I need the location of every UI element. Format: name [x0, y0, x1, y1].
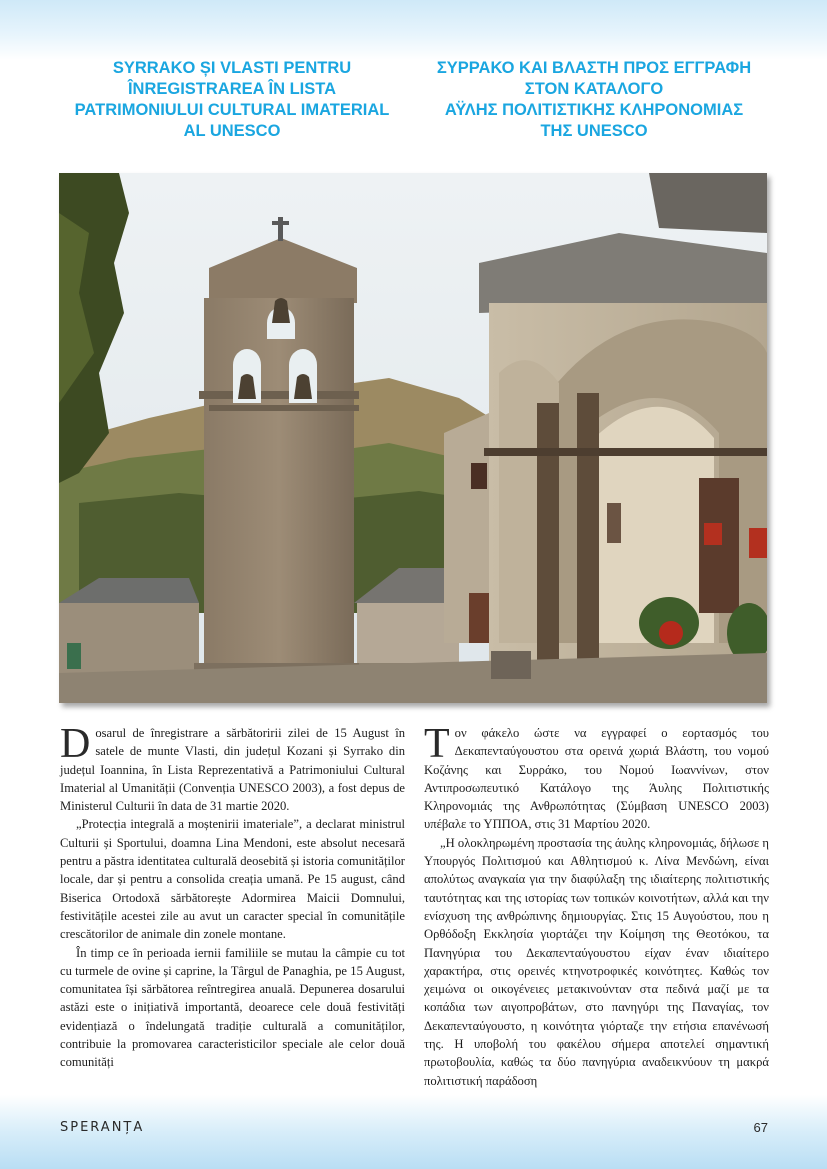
- romanian-paragraph-2: „Protecția integrală a moștenirii imateriale”, a declarat ministrul Culturii și Sportului, doamna Lina Mendoni, este absolut necesară pentru a păstra identitatea culturală deosebită și istoria comunităților locale, dar și pentru a consolida creația umană. Pe 15 august, când Biserica Ortodoxă sărbătorește Adormirea Maicii Domnului, festivitățile acestei zile au avut un caracter special în comunitățile crescătorilor de animale din zonele montane.: [60, 817, 405, 942]
- title-romanian-line-4: AL UNESCO: [183, 122, 281, 140]
- greek-dropcap: Τ: [424, 721, 450, 767]
- page-number: 67: [753, 1120, 768, 1135]
- title-romanian-line-3: PATRIMONIULUI CULTURAL IMATERIAL: [74, 101, 390, 119]
- romanian-article-column: [60, 721, 405, 1072]
- greek-paragraph-2: „Η ολοκληρωμένη προστασία της άυλης κληρονομιάς, δήλωσε η Υπουργός Πολιτισμού και Αθλητισμού κ. Λίνα Μενδώνη, είναι απολύτως αναγκαία για την διαφύλαξη της ιδιαίτερης πολιτιστικής ταυτότητας και της ιστορίας των τοπικών κοινοτήτων, αλλά και την ενίσχυση της ανθρώπινης δημιουργίας. Στις 15 Αυγούστου, που η Ορθόδοξη Εκκλησία γιορτάζει την Κοίμηση της Θεοτόκου, τα Πανηγύρια του Δεκαπενταύγουστου είχαν έναν ιδιαίτερο χαρακτήρα, στις ορεινές κτηνοτροφικές κοινότητες. Καθώς τον χειμώνα οι οικογένειες μετακινούνταν στα πεδινά μαζί με τα κοπάδια των αιγοπροβάτων, στο πανηγύρι της Παναγίας, τον Δεκαπενταύγουστο, η κοινότητα γιόρταζε την ετήσια επανένωσή της. Η υποβολή του φακέλου σήμερα αποτελεί σημαντική πρωτοβουλία, καθώς τα δύο πανηγύρια αναδεικνύουν τη μακρά πολιτιστική παράδοση: [424, 835, 769, 1088]
- title-romanian: [58, 58, 406, 142]
- greek-paragraph-1-text: ον φάκελο ώστε να εγγραφεί ο εορτασμός του Δεκαπενταύγουστου στα ορεινά χωριά Βλάστη, του νομού Κοζάνης και Συρράκο, του Νομού Ιωαννίνων, στον Αντιπροσωπευτικό Κατάλογο της Άυλης Πολιτιστικής Κληρονομιάς της Ανθρωπότητας (Σύμβαση UNESCO 2003) υπέβαλε το ΥΠΠΟΑ, στις 31 Μαρτίου 2020.: [424, 726, 769, 832]
- title-romanian-line-1: SYRRAKO ȘI VLASTI PENTRU: [112, 59, 352, 77]
- church-photo: [59, 173, 767, 703]
- title-greek-line-3: ΑΫΛΗΣ ΠΟΛΙΤΙΣΤΙΚΗΣ ΚΛΗΡΟΝΟΜΙΑΣ: [444, 101, 744, 119]
- title-greek-line-2: ΣΤΟΝ ΚΑΤΑΛΟΓΟ: [524, 80, 664, 98]
- title-greek-line-4: ΤΗΣ UNESCO: [540, 122, 648, 140]
- title-romanian-line-2: ÎNREGISTRAREA ÎN LISTA: [127, 80, 337, 98]
- romanian-paragraph-1: [60, 721, 405, 815]
- title-greek-line-1: ΣΥΡΡΑΚΟ ΚΑΙ ΒΛΑΣΤΗ ΠΡΟΣ ΕΓΓΡΑΦΗ: [436, 59, 752, 77]
- header-gradient-band: [0, 0, 827, 60]
- romanian-dropcap: D: [60, 721, 91, 767]
- title-greek: [420, 58, 768, 142]
- greek-paragraph-1: [424, 721, 769, 834]
- magazine-name: SPERANȚA: [60, 1120, 145, 1135]
- romanian-paragraph-1-text: osarul de înregistrare a sărbătoririi zilei de 15 August în satele de munte Vlasti, din județul Kozani și Syrrako din județul Ioannina, în Lista Reprezentativă a Patrimoniului Cultural Imaterial al Umanității (Convenția UNESCO 2003), a fost depus de Ministerul Culturii în data de 31 martie 2020.: [60, 726, 405, 814]
- greek-article-column: [424, 721, 769, 1090]
- romanian-paragraph-3: În timp ce în perioada iernii familiile se mutau la câmpie cu tot cu turmele de ovine și caprine, la Târgul de Panaghia, pe 15 August, comunitatea își sărbătorea reîntregirea anuală. Depunerea dosarului astăzi este o inițiativă importantă, deoarece cele două festivități evidențiază o îndelungată tradiție culturală a comunităților, contribuie la promovarea caracteristicilor speciale ale celor două comunități: [60, 945, 405, 1070]
